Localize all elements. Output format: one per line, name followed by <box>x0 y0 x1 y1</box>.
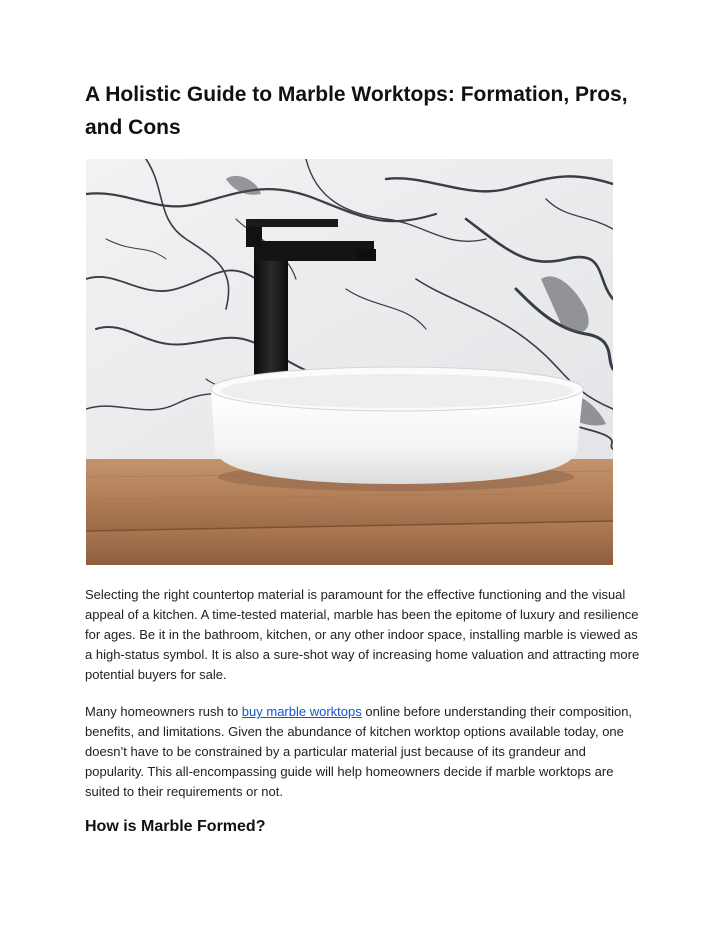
article-hero-image <box>86 159 613 565</box>
paragraph-text-after-link: online before understanding their composition, benefits, and limitations. Given the abundance of kitchen worktop options available today, one doesn’t have to be constrained by a particular material just because of its grandeur and popularity. This all-encompassing guide will help homeowners decide if marble worktops are suited to their requirements or not. <box>85 704 633 799</box>
section-heading: How is Marble Formed? <box>85 818 266 835</box>
paragraph-text-before-link: Many homeowners rush to <box>85 704 242 719</box>
buy-marble-worktops-link[interactable]: buy marble worktops <box>241 704 362 719</box>
marble-basin-photo <box>86 159 613 565</box>
page-title: A Holistic Guide to Marble Worktops: Formation, Pros, and Cons <box>85 83 628 139</box>
intro-paragraph: Selecting the right countertop material is paramount for the effective functioning and the visual appeal of a kitchen. A time-tested material, marble has been the epitome of luxury and resilience for ages. Be it in the bathroom, kitchen, or any other indoor space, installing marble is viewed as a high-status symbol. It is also a sure-shot way of increasing home valuation and attracting more potential buyers for sale. <box>85 587 640 682</box>
vessel-basin <box>211 367 583 491</box>
body-paragraph <box>85 702 640 802</box>
